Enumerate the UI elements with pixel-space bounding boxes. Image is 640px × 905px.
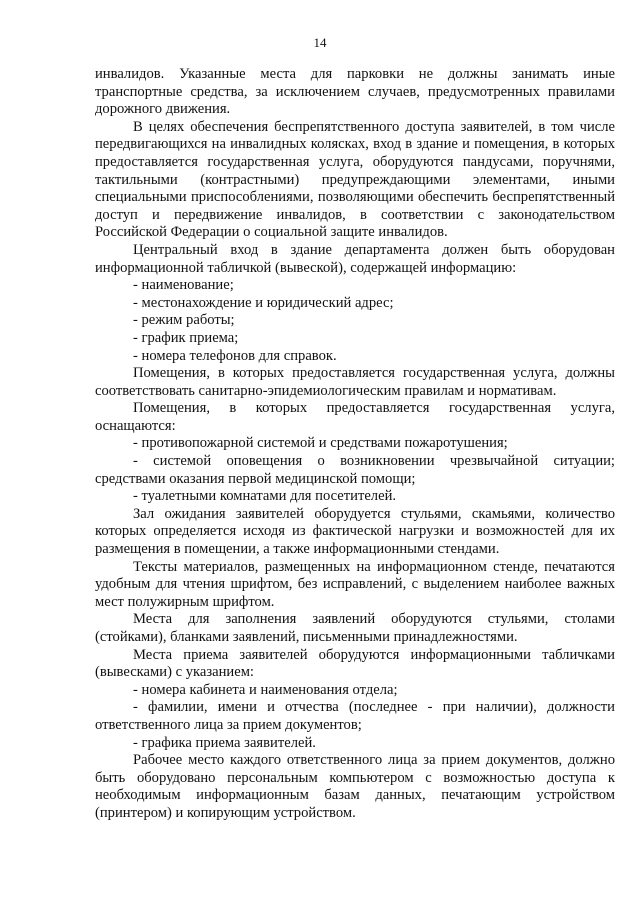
document-body [95, 66, 615, 823]
list-item: - графика приема заявителей. [133, 734, 316, 751]
list-item: - системой оповещения о возникновении чрезвычайной ситуации; средствами оказания первой медицинской помощи; [95, 453, 615, 487]
paragraph: Помещения, в которых предоставляется государственная услуга, должны соответствовать санитарно-эпидемиологическим правилам и нормативам. [95, 365, 615, 399]
list-item: - график приема; [133, 329, 239, 346]
list-item: - режим работы; [133, 312, 235, 329]
paragraph: Места для заполнения заявлений оборудуются стульями, столами (стойками), бланками заявлений, письменными принадлежностями. [95, 611, 615, 645]
paragraph: Зал ожидания заявителей оборудуется стульями, скамьями, количество которых определяется исходя из фактической нагрузки и возможностей для их размещения в помещении, а также информационными стендами. [95, 505, 615, 558]
list-item: - туалетными комнатами для посетителей. [133, 488, 397, 505]
list-item: - номера телефонов для справок. [133, 347, 337, 364]
list-item: - местонахождение и юридический адрес; [133, 294, 394, 311]
paragraph: Рабочее место каждого ответственного лица за прием документов, должно быть оборудовано персональным компьютером с возможностью доступа к необходимым информационным базам данных, печатающим устройством (принтером) и копирующим устройством. [95, 752, 615, 821]
paragraph: В целях обеспечения беспрепятственного доступа заявителей, в том числе передвигающихся на инвалидных колясках, вход в здание и помещения, в которых предоставляется государственная услуга, оборудуются пандусами, поручнями, тактильными (контрастными) предупреждающими элементами, иными специальными приспособлениями, позволяющими обеспечить беспрепятственный доступ и передвижение инвалидов, в соответствии с законодательством Российской Федерации о социальной защите инвалидов. [95, 118, 615, 241]
list-item: - противопожарной системой и средствами пожаротушения; [133, 435, 508, 452]
paragraph: Помещения, в которых предоставляется государственная услуга, оснащаются: [95, 400, 615, 434]
list-item: - фамилии, имени и отчества (последнее - при наличии), должности ответственного лица за прием документов; [95, 699, 615, 733]
paragraph: Центральный вход в здание департамента должен быть оборудован информационной табличкой (вывеской), содержащей информацию: [95, 241, 615, 276]
page-number: 14 [313, 35, 327, 50]
paragraph: Тексты материалов, размещенных на информационном стенде, печатаются удобным для чтения шрифтом, без исправлений, с выделением наиболее важных мест полужирным шрифтом. [95, 558, 615, 610]
paragraph: Места приема заявителей оборудуются информационными табличками (вывесками) с указанием: [95, 646, 615, 681]
list-item: - наименование; [133, 277, 234, 294]
list-item: - номера кабинета и наименования отдела; [133, 681, 398, 698]
paragraph: инвалидов. Указанные места для парковки не должны занимать иные транспортные средства, за исключением случаев, предусмотренных правилами дорожного движения. [95, 66, 615, 118]
